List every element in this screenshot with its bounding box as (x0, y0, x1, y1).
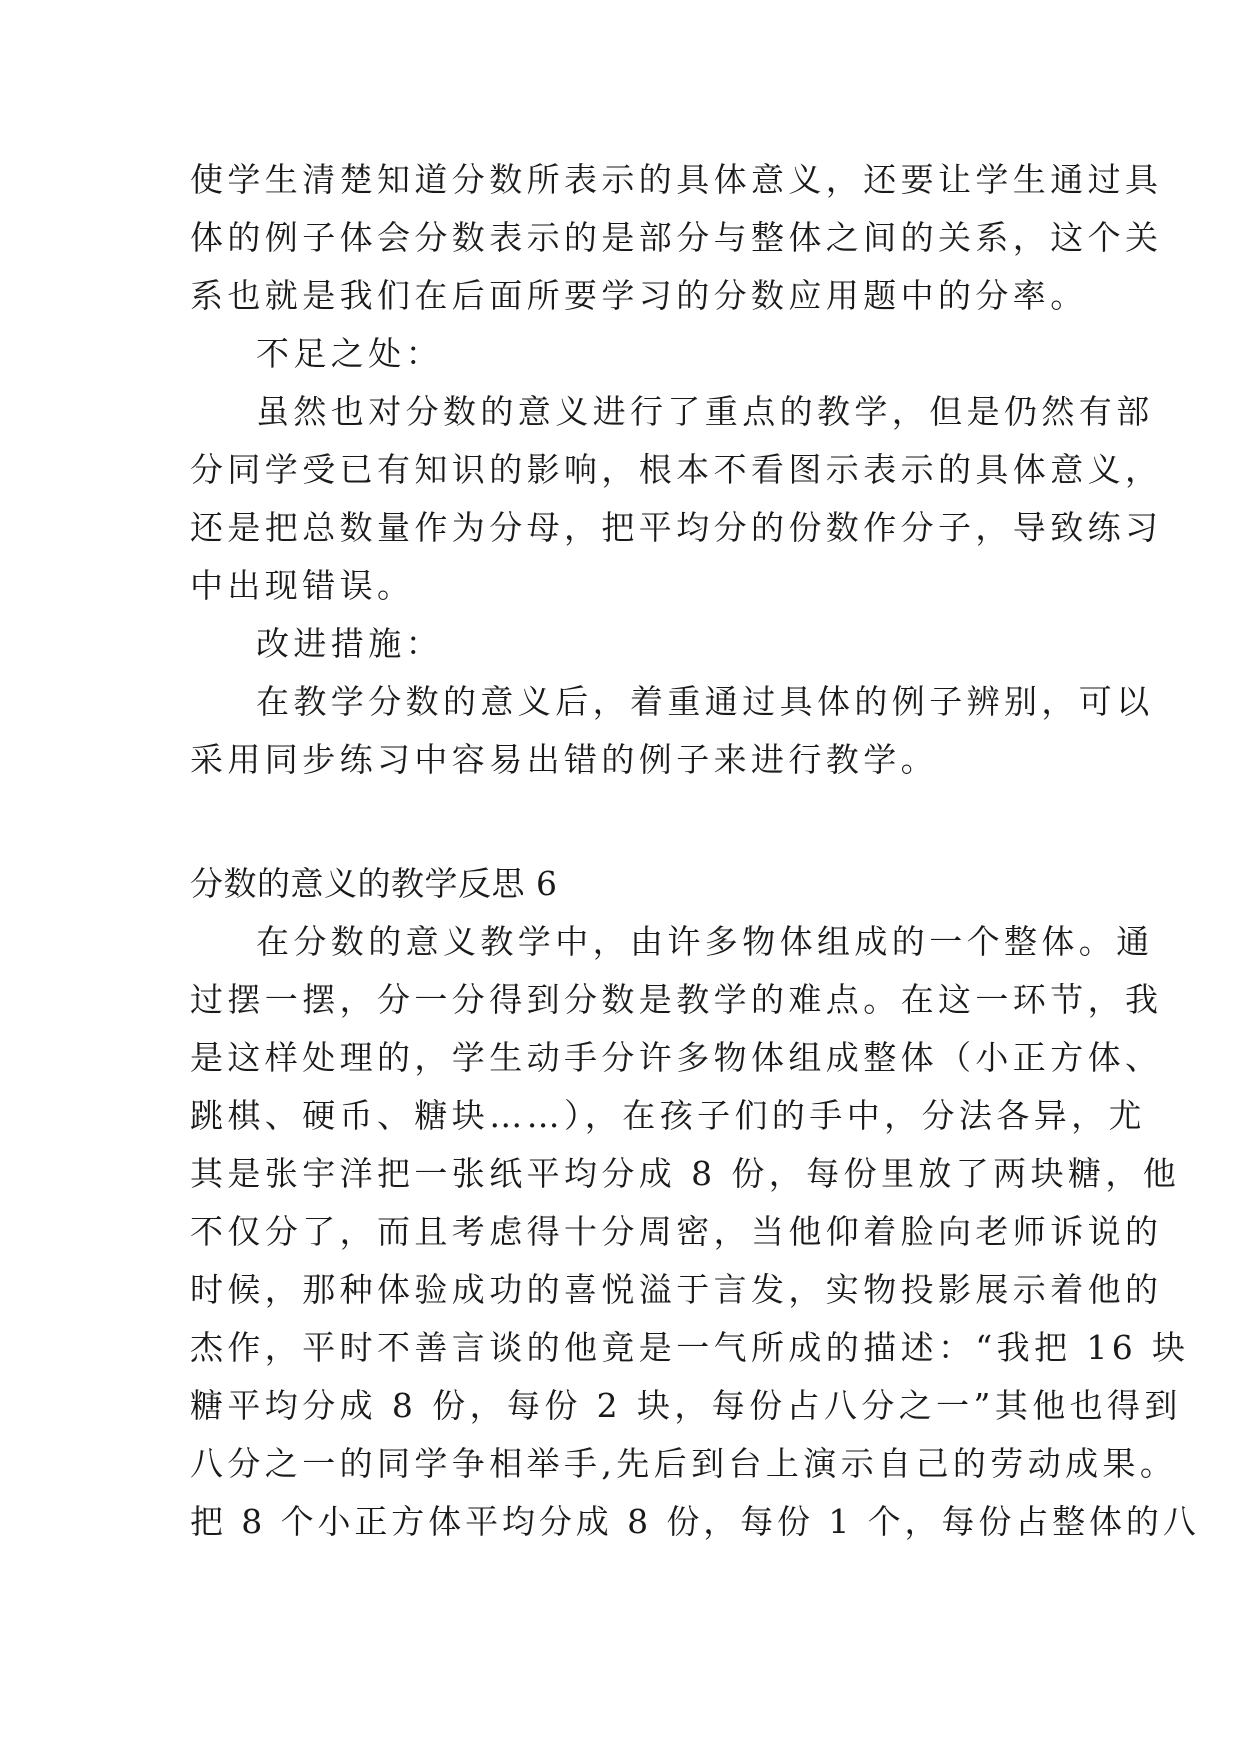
text-line: 虽然也对分数的意义进行了重点的教学，但是仍然有部 (256, 392, 1154, 431)
text-line: 时候，那种体验成功的喜悦溢于言发，实物投影展示着他的 (190, 1270, 1163, 1309)
text-line: 在分数的意义教学中，由许多物体组成的一个整体。通 (256, 922, 1154, 961)
text-line: 其是张宇洋把一张纸平均分成 8 份，每份里放了两块糖，他 (190, 1154, 1181, 1193)
text-line: 是这样处理的，学生动手分许多物体组成整体（小正方体、 (190, 1038, 1163, 1077)
text-line: 把 8 个小正方体平均分成 8 份，每份 1 个，每份占整体的八 (190, 1502, 1200, 1541)
text-line: 过摆一摆，分一分得到分数是教学的难点。在这一环节，我 (190, 980, 1163, 1019)
text-line: 在教学分数的意义后，着重通过具体的例子辨别，可以 (256, 682, 1154, 721)
text-line: 体的例子体会分数表示的是部分与整体之间的关系，这个关 (190, 218, 1163, 257)
text-line: 还是把总数量作为分母，把平均分的份数作分子，导致练习 (190, 508, 1163, 547)
text-line: 跳棋、硬币、糖块……），在孩子们的手中，分法各异，尤 (190, 1096, 1146, 1135)
text-line: 糖平均分成 8 份，每份 2 块，每份占八分之一”其他也得到 (190, 1386, 1182, 1425)
text-line: 杰作，平时不善言谈的他竟是一气所成的描述：“我把 16 块 (190, 1328, 1190, 1367)
section-label: 不足之处： (256, 334, 443, 373)
text-line: 分同学受已有知识的影响，根本不看图示表示的具体意义， (190, 450, 1163, 489)
text-line: 中出现错误。 (190, 566, 415, 605)
text-line: 系也就是我们在后面所要学习的分数应用题中的分率。 (190, 276, 1088, 315)
text-line: 使学生清楚知道分数所表示的具体意义，还要让学生通过具 (190, 160, 1163, 199)
section-label: 改进措施： (256, 624, 443, 663)
text-line: 不仅分了，而且考虑得十分周密，当他仰着脸向老师诉说的 (190, 1212, 1163, 1251)
text-line: 采用同步练习中容易出错的例子来进行教学。 (190, 740, 938, 779)
section-heading: 分数的意义的教学反思 6 (190, 864, 558, 903)
text-line: 八分之一的同学争相举手,先后到台上演示自己的劳动成果。 (190, 1444, 1178, 1483)
